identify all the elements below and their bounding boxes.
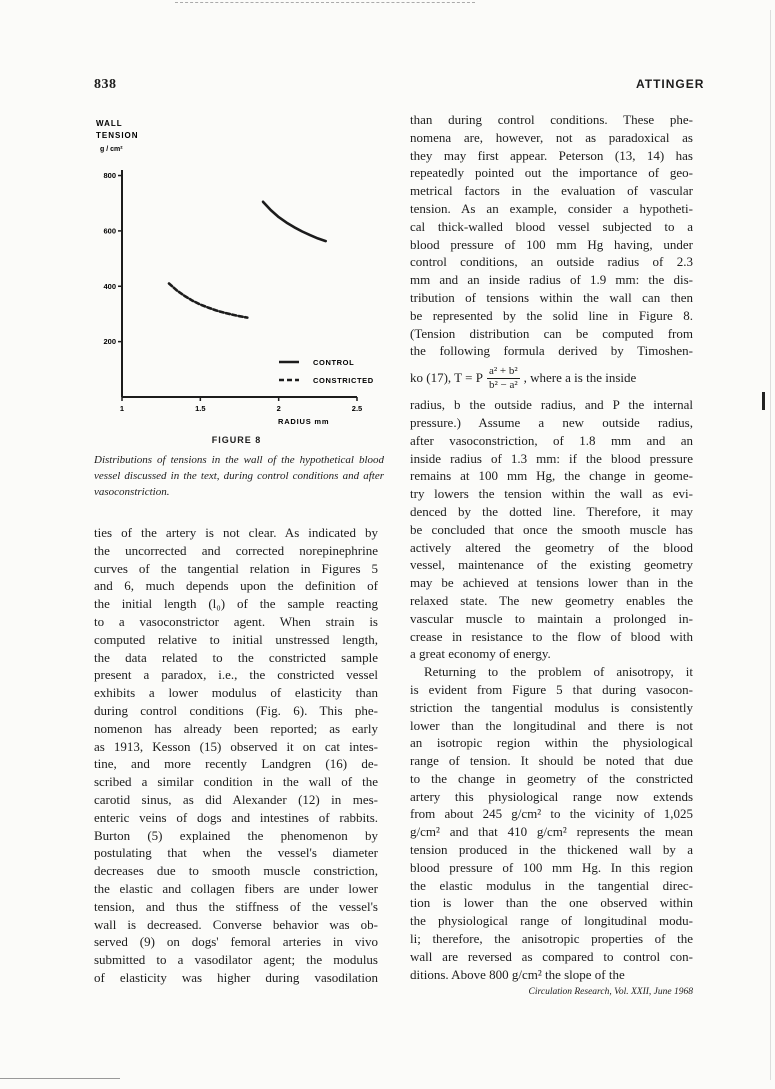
- page-number: 838: [94, 77, 117, 92]
- text-line: computed relative to initial unstressed length,: [94, 631, 378, 647]
- formula-suffix: , where a is the inside: [523, 370, 637, 386]
- text-line: during control conditions (Fig. 6). This phe-: [94, 702, 378, 718]
- text-line: the initial length (l₀) of the sample reacting: [94, 596, 378, 612]
- text-line: g/cm² and that 410 g/cm² represents the mean: [410, 824, 693, 840]
- text-line: actively altered the geometry of the blood: [410, 539, 693, 555]
- text-line: pressure.) Assume a new outside radius,: [410, 414, 693, 430]
- x-tick-label: 2.5: [351, 404, 363, 413]
- text-line: a great economy of energy.: [410, 646, 551, 662]
- scan-edge-mark: [762, 392, 765, 410]
- text-line: denced by the dotted line. Therefore, it may: [410, 503, 693, 519]
- text-line: enteric veins of dogs and intestines of rabbits.: [94, 809, 378, 825]
- text-line: Returning to the problem of anisotropy, it: [424, 664, 693, 680]
- text-line: metrical factors in the evaluation of vascular: [410, 183, 693, 199]
- footer-journal-citation: Circulation Research, Vol. XXII, June 1968: [528, 987, 693, 997]
- text-line: striction the tangential modulus is consistently: [410, 699, 693, 715]
- legend-constricted-label: CONSTRICTED: [313, 376, 374, 385]
- text-line: postulating that when the vessel's diameter: [94, 845, 378, 861]
- x-axis-title: RADIUS mm: [278, 417, 330, 426]
- paragraph-geometry: [410, 111, 693, 360]
- text-line: the uncorrected and corrected norepinephrine: [94, 542, 378, 558]
- text-line: inside radius of 1.3 mm: if the blood pressure: [410, 450, 693, 466]
- text-line: the data related to the constricted sample: [94, 649, 378, 665]
- series-line-control: [263, 202, 326, 241]
- y-tick-label: 200: [103, 337, 116, 347]
- text-line: tension, and thus the stiffness of the vessel's: [94, 898, 378, 914]
- paragraph-geometry-cont: [410, 396, 693, 663]
- text-line: wall are reversed as compared to control con-: [410, 948, 693, 964]
- text-line: ties of the artery is not clear. As indicated by: [94, 525, 378, 540]
- text-line: carotid sinus, as did Alexander (12) in mes-: [94, 791, 378, 807]
- text-line: vessel, maintenance of the existing geometry: [410, 557, 693, 573]
- text-line: crease in resistance to the flow of blood with: [410, 628, 693, 644]
- text-line: be concluded that once the smooth muscle has: [410, 521, 693, 537]
- text-line: be represented by the solid line in Figure 8.: [410, 307, 693, 323]
- scan-artifact-right: [770, 10, 771, 1080]
- text-line: decreases due to smooth muscle constriction,: [94, 863, 378, 879]
- text-line: the physiological range of longitudinal modu-: [410, 913, 693, 929]
- y-axis-title-line1: WALL: [96, 119, 123, 128]
- text-line: the following formula derived by Timoshen-: [410, 343, 693, 359]
- y-tick-label: 400: [103, 281, 116, 291]
- text-line: may be achieved at tensions lower than in the: [410, 575, 693, 591]
- running-head: ATTINGER: [636, 77, 705, 91]
- scan-artifact-bottom: [0, 1078, 120, 1079]
- text-line: nomenon has already been reported; as early: [94, 720, 378, 736]
- formula-fraction: [487, 365, 520, 392]
- text-line: repeatedly pointed out the importance of geo-: [410, 165, 693, 181]
- text-line: curves of the tangential relation in Figures 5: [94, 560, 378, 576]
- y-axis-unit: g / cm²: [100, 146, 123, 153]
- text-line: to the change in geometry of the constricted: [410, 770, 693, 786]
- text-line: than during control conditions. These phe-: [410, 112, 693, 127]
- text-line: range of tension. It should be noted that due: [410, 753, 693, 769]
- text-line: ditions. Above 800 g/cm² the slope of the: [410, 966, 625, 982]
- text-line: an isotropic region within the physiological: [410, 735, 693, 751]
- y-tick-label: 800: [103, 171, 116, 181]
- x-tick-label: 1: [119, 404, 125, 413]
- text-line: scribed a similar condition in the wall of the: [94, 774, 378, 790]
- body-column-right: [410, 111, 693, 983]
- chart-series: [169, 202, 326, 318]
- text-line: Burton (5) explained the phenomenon by: [94, 827, 378, 843]
- series-line-constricted: [169, 284, 247, 318]
- text-line: to a vasoconstrictor agent. When strain is: [94, 613, 378, 629]
- figure-number: FIGURE 8: [211, 435, 262, 445]
- text-line: mm and an inside radius of 1.9 mm: the dis-: [410, 272, 693, 288]
- text-line: of elasticity was higher during vasodilation: [94, 969, 378, 985]
- paragraph-anisotropy: [410, 663, 693, 983]
- formula-numerator: a² + b²: [488, 364, 518, 377]
- tension-formula: [410, 360, 693, 396]
- text-line: from about 245 g/cm² to the vicinity of 1,025: [410, 806, 693, 822]
- text-line: tension. As an example, consider a hypotheti-: [410, 200, 693, 216]
- text-line: cal thick-walled blood vessel subjected to a: [410, 218, 693, 234]
- text-line: they may first appear. Peterson (13, 14) has: [410, 147, 693, 163]
- text-line: remains at 100 mm Hg, the change in geome-: [410, 468, 693, 484]
- text-line: (Tension distribution can be computed from: [410, 325, 693, 341]
- legend-control-label: CONTROL: [313, 358, 355, 367]
- text-line: tribution of tensions within the wall can then: [410, 289, 693, 305]
- text-line: relaxed state. The new geometry enables the: [410, 592, 693, 608]
- text-line: blood pressure of 100 mm Hg having, under: [410, 236, 693, 252]
- text-line: the elastic and collagen fibers are under lower: [94, 880, 378, 896]
- text-line: after vasoconstriction, of 1.8 mm and an: [410, 432, 693, 448]
- text-line: try lowers the tension within the wall as evi-: [410, 486, 693, 502]
- text-line: present a paradox, i.e., the constricted vessel: [94, 667, 378, 683]
- text-line: tension produced in the thickened wall by a: [410, 842, 693, 858]
- text-line: is evident from Figure 5 that during vasocon-: [410, 681, 693, 697]
- text-line: vascular muscle to maintain a prolonged in-: [410, 610, 693, 626]
- text-line: artery this physiological range now extends: [410, 788, 693, 804]
- x-tick-label: 2: [276, 404, 281, 413]
- formula-denominator: b² − a²: [488, 378, 518, 391]
- text-line: and 6, much depends upon the definition of: [94, 578, 378, 594]
- text-line: served (9) on dogs' femoral arteries in vivo: [94, 934, 378, 950]
- y-axis-title-line2: TENSION: [96, 131, 139, 140]
- chart-legend: [279, 358, 374, 385]
- text-line: wall is decreased. Converse behavior was ob-: [94, 916, 378, 932]
- text-line: exhibits a lower modulus of elasticity than: [94, 685, 378, 701]
- text-line: the elastic modulus in the tangential direc-: [410, 877, 693, 893]
- y-tick-label: 600: [103, 226, 116, 236]
- scan-artifact-top: [175, 2, 475, 3]
- text-line: lower than the longitudinal and there is not: [410, 717, 693, 733]
- figure-8-chart: [94, 112, 394, 430]
- text-line: radius, b the outside radius, and P the internal: [410, 397, 693, 413]
- body-column-left: [94, 524, 378, 987]
- text-line: li; therefore, the anisotropic properties of the: [410, 931, 693, 947]
- text-line: nomena are, however, not as paradoxical as: [410, 129, 693, 145]
- text-line: control conditions, an outside radius of 2.3: [410, 254, 693, 270]
- text-line: blood pressure of 100 mm Hg. In this region: [410, 859, 693, 875]
- formula-prefix: ko (17), T = P: [410, 370, 483, 386]
- x-tick-label: 1.5: [195, 404, 206, 413]
- text-line: submitted to a vasodilator agent; the modulus: [94, 952, 378, 968]
- text-line: tine, and more recently Landgren (16) de-: [94, 756, 378, 772]
- text-line: as 1913, Kesson (15) observed it on cat intes-: [94, 738, 378, 754]
- text-line: tion is lower than the one observed within: [410, 895, 693, 911]
- figure-caption: Distributions of tensions in the wall of the hypothetical blood vessel discussed in the text, during control conditions and after vasoconstriction.: [94, 454, 384, 498]
